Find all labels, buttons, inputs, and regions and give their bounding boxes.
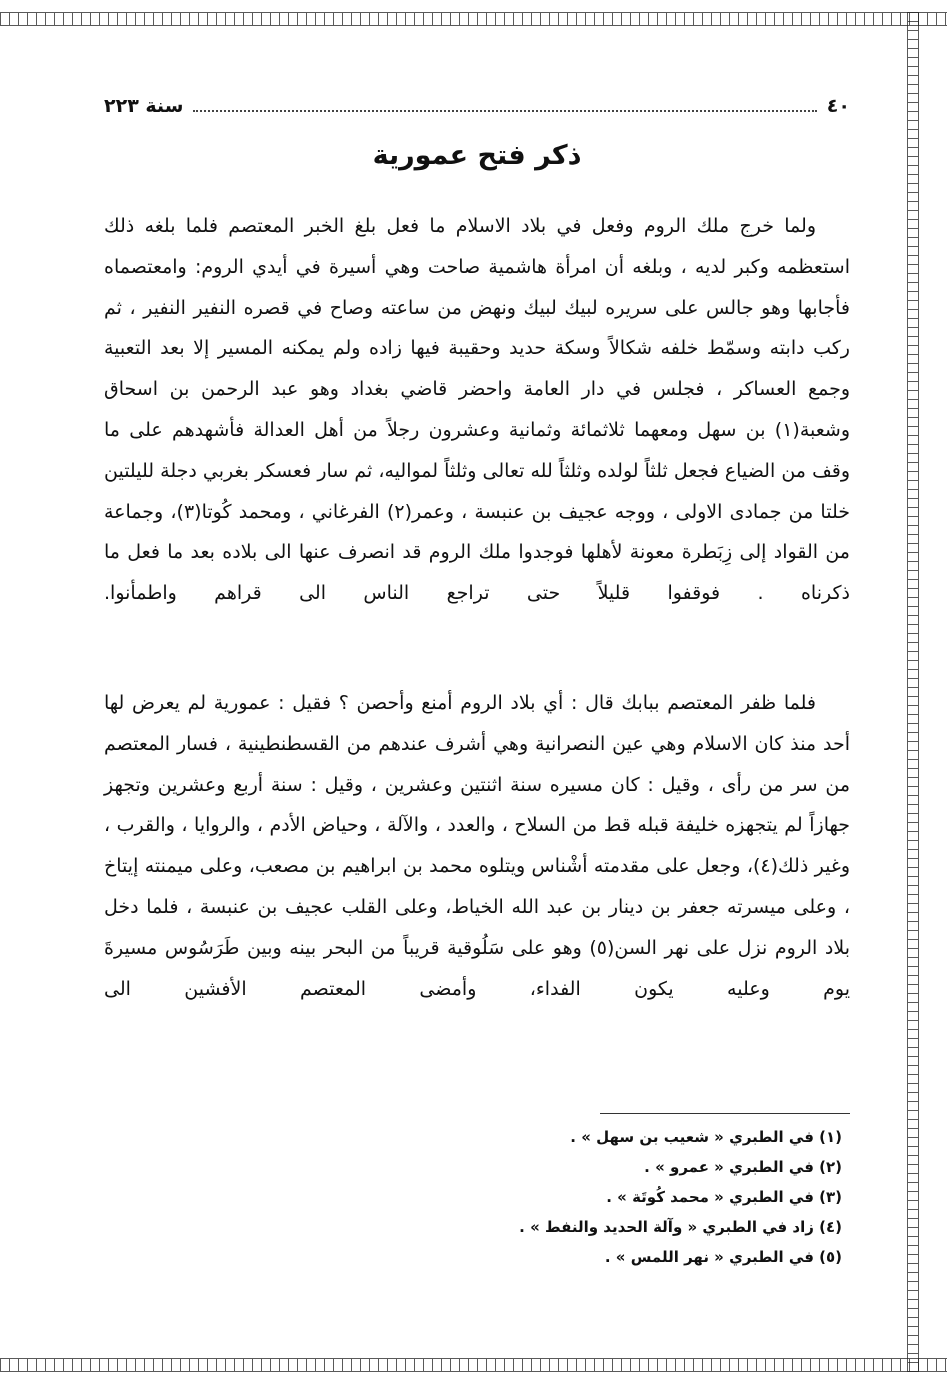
top-ornamental-border	[0, 12, 947, 26]
footnote-5: (٥) في الطبري « نهر اللمس » .	[604, 1248, 842, 1266]
running-header	[104, 92, 850, 120]
footnote-3: (٣) في الطبري « محمد كُوتَة » .	[606, 1188, 842, 1206]
page-number: ٤٠	[826, 95, 850, 117]
right-ornamental-border	[907, 12, 919, 1372]
footnote-1: (١) في الطبري « شعيب بن سهل » .	[570, 1128, 842, 1146]
footnote-separator	[600, 1113, 850, 1114]
paragraph-1: ولما خرج ملك الروم وفعل في بلاد الاسلام ما فعل بلغ الخبر المعتصم فلما بلغه ذلك استعظمه وكبر لديه ، وبلغه أن امرأة هاشمية صاحت وهي أسيرة في أيدي الروم: وامعتصماه فأجابها وهو جالس على سريره لبيك لبيك ونهض من ساعته وصاح في قصره النفير النفير ، ثم ركب دابته وسمّط خلفه شكالاً وسكة حديد وحقيبة فيها زاده ولم يمكنه المسير إلا بعد التعبية وجمع العساكر ، فجلس في دار العامة واحضر قاضي بغداد وهو عبد الرحمن بن اسحاق وشعبة(١) بن سهل ومعهما ثلاثمائة وثمانية وعشرون رجلاً من أهل العدالة فأشهدهم على ما وقف من الضياع فجعل ثلثاً لولده وثلثاً لله تعالى وثلثاً لمواليه، ثم سار فعسكر بغربي دجلة لليلتين خلتا من جمادى الاولى ، ووجه عجيف بن عنبسة ، وعمر(٢) الفرغاني ، ومحمد كُوتا(٣)، وجماعة من القواد إلى زِبَطرة معونة لأهلها فوجدوا ملك الروم قد انصرف عنها الى بلاده بعد ما فعل ما ذكرناه . فوقفوا قليلاً حتى تراجع الناس الى قراهم واطمأنوا.	[104, 215, 850, 605]
header-dotted-leader	[193, 100, 816, 112]
chapter-title: ذكر فتح عمورية	[372, 140, 582, 171]
bottom-ornamental-border	[0, 1358, 947, 1372]
footnote-4: (٤) زاد في الطبري « وآلة الحديد والنفط » .	[519, 1218, 842, 1236]
footnotes	[104, 1122, 850, 1272]
header-year: سنة ٢٢٣	[104, 95, 184, 117]
footnote-2: (٢) في الطبري « عمرو » .	[644, 1158, 842, 1176]
paragraph-2: فلما ظفر المعتصم ببابك قال : أي بلاد الروم أمنع وأحصن ؟ فقيل : عمورية لم يعرض لها أحد منذ كان الاسلام وهي عين النصرانية وهي أشرف عندهم من القسطنطينية ، فسار المعتصم من سر من رأى ، وقيل : كان مسيره سنة اثنتين وعشرين ، وقيل : سنة أربع وعشرين وتجهز جهازاً لم يتجهزه خليفة قبله قط من السلاح ، والعدد ، والآلة ، وحياض الأدم ، والروايا ، والقرب ، وغير ذلك(٤)، وجعل على مقدمته أشْناس ويتلوه محمد بن ابراهيم بن مصعب، وعلى ميمنته إيتاخ ، وعلى ميسرته جعفر بن دينار بن عبد الله الخياط، وعلى القلب عجيف بن عنبسة ، فلما دخل بلاد الروم نزل على نهر السن(٥) وهو على سَلُوقية قريباً من البحر بينه وبين طَرَسُوس مسيرةَ يوم وعليه يكون الفداء، وأمضى المعتصم الأفشين الى	[104, 692, 851, 1000]
